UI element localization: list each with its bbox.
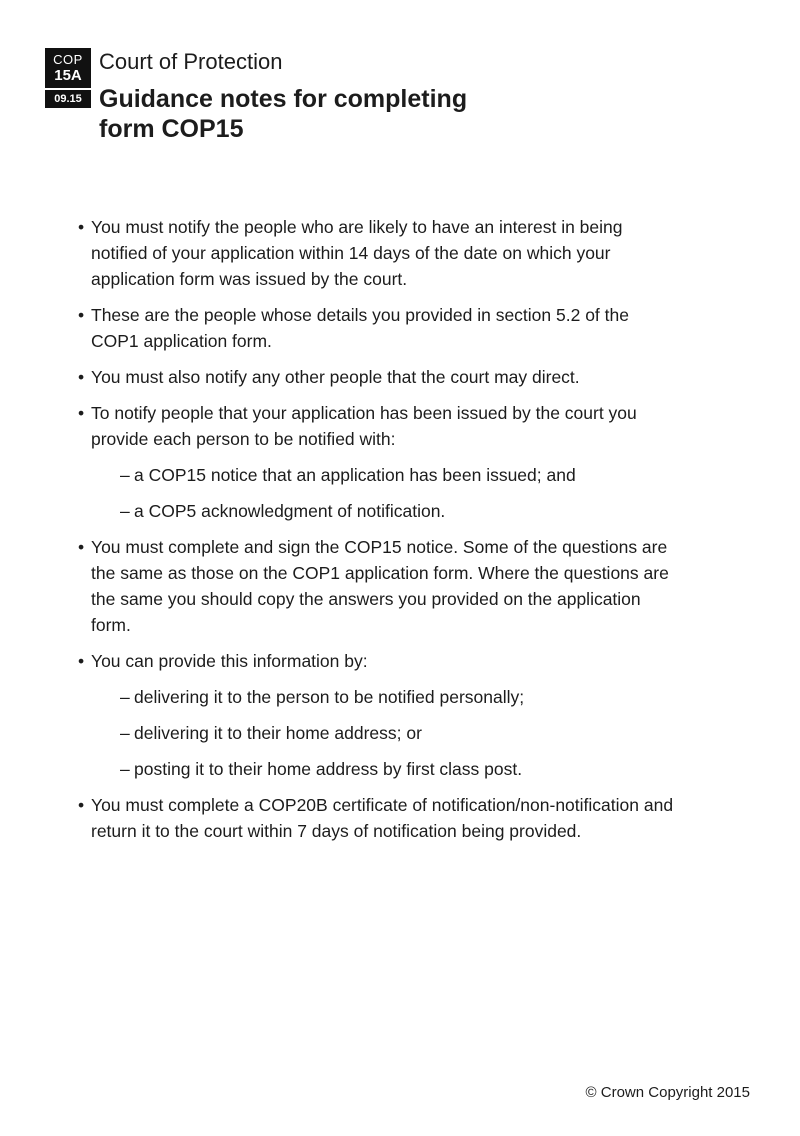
badge-edition-date bbox=[45, 90, 91, 108]
page-title-line-1: Guidance notes for completing bbox=[99, 85, 468, 113]
list-item bbox=[78, 400, 800, 452]
list-item bbox=[78, 534, 800, 638]
list-sub-item bbox=[120, 684, 800, 710]
list-item-text: You must complete a COP20B certificate of notification/non-notification and return it to the court within 7 days of notification being provided. bbox=[91, 795, 674, 841]
list-item-text: You must complete and sign the COP15 notice. Some of the questions are the same as those on the COP1 application form. Where the questions are the same you should copy the answers you provided on the application form. bbox=[91, 537, 669, 635]
dash-marker: – bbox=[120, 501, 130, 521]
list-sub-item bbox=[120, 462, 800, 488]
page-title bbox=[99, 84, 467, 144]
dash-marker: – bbox=[120, 759, 130, 779]
list-sub-item-text: a COP5 acknowledgment of notification. bbox=[134, 501, 446, 521]
badge-form-prefix: COP bbox=[53, 52, 83, 67]
list-sub-item bbox=[120, 720, 800, 746]
list-item-text: To notify people that your application has been issued by the court you provide each person to be notified with: bbox=[91, 403, 637, 449]
bullet-marker: • bbox=[78, 403, 85, 423]
court-name: Court of Protection bbox=[99, 49, 283, 74]
cop15a-badge bbox=[45, 48, 91, 108]
list-item bbox=[78, 214, 800, 292]
list-sub-item bbox=[120, 498, 800, 524]
bullet-marker: • bbox=[78, 217, 85, 237]
bullet-marker: • bbox=[78, 795, 85, 815]
list-item bbox=[78, 302, 800, 354]
list-sub-item-text: posting it to their home address by first class post. bbox=[134, 759, 523, 779]
title-block bbox=[99, 48, 467, 144]
bullet-marker: • bbox=[78, 537, 85, 557]
page-footer bbox=[586, 1084, 750, 1102]
badge-form-code bbox=[45, 48, 91, 88]
list-sub-item-text: delivering it to the person to be notified personally; bbox=[134, 687, 525, 707]
list-item bbox=[78, 648, 800, 674]
list-item bbox=[78, 364, 800, 390]
badge-form-number: 15A bbox=[54, 67, 82, 84]
guidance-list bbox=[0, 214, 800, 844]
bullet-marker: • bbox=[78, 651, 85, 671]
list-item-text: You must notify the people who are likely to have an interest in being notified of your application within 14 days of the date on which your application form was issued by the court. bbox=[91, 217, 623, 289]
bullet-marker: • bbox=[78, 305, 85, 325]
bullet-marker: • bbox=[78, 367, 85, 387]
list-sub-item-text: a COP15 notice that an application has been issued; and bbox=[134, 465, 576, 485]
dash-marker: – bbox=[120, 687, 130, 707]
dash-marker: – bbox=[120, 465, 130, 485]
list-sub-item-text: delivering it to their home address; or bbox=[134, 723, 422, 743]
list-item-text: You must also notify any other people that the court may direct. bbox=[91, 367, 580, 387]
page-title-line-2: form COP15 bbox=[99, 115, 244, 143]
list-sub-item bbox=[120, 756, 800, 782]
list-item-text: You can provide this information by: bbox=[91, 651, 368, 671]
badge-edition-label: 09.15 bbox=[54, 93, 82, 105]
copyright-notice: © Crown Copyright 2015 bbox=[585, 1084, 750, 1101]
list-item-text: These are the people whose details you provided in section 5.2 of the COP1 application form. bbox=[91, 305, 629, 351]
masthead bbox=[45, 48, 800, 144]
list-item bbox=[78, 792, 800, 844]
dash-marker: – bbox=[120, 723, 130, 743]
